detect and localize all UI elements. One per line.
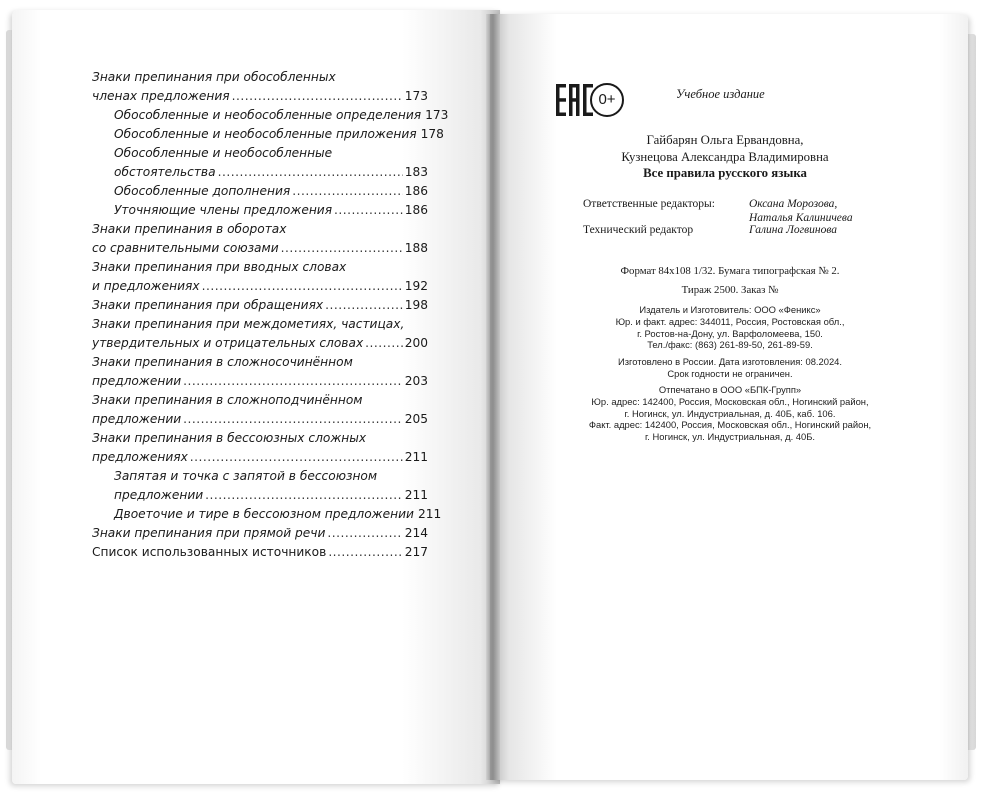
toc-page-number: 186 [404,184,428,198]
book-title: Все правила русского языка [643,166,807,180]
editors-label: Ответственные редакторы: [583,198,715,210]
toc-entry-title: Уточняющие члены предложения [114,203,333,217]
toc-page-number: 211 [417,507,442,521]
toc-entry-title: Знаки препинания в оборотах [92,222,287,236]
toc-entry-title: Знаки препинания при обращениях [92,298,324,312]
publisher-info [560,304,900,351]
toc-entry-title: Знаки препинания при прямой речи [92,526,326,540]
run-line: Тираж 2500. Заказ № [681,284,779,296]
toc-page-number: 173 [425,108,449,122]
toc-page-number: 186 [404,203,428,217]
toc-entry-title: членах предложения [92,89,230,103]
toc-page-number: 178 [420,127,444,141]
toc-entry-title: утвердительных и отрицательных словах [92,336,364,350]
toc-page-number: 192 [404,279,428,293]
toc-page-number: 183 [404,165,428,179]
publisher-line: Тел./факс: (863) 261-89-50, 261-89-59. [647,339,813,351]
tech-editor-label: Технический редактор [583,224,694,236]
toc-page-number: 214 [404,526,428,540]
author-1: Гайбарян Ольга Ервандовна, [646,133,804,147]
author-2: Кузнецова Александра Владимировна [621,150,829,164]
toc-page-number: 211 [404,450,428,464]
printer-line: Факт. адрес: 142400, Россия, Московская обл., Ногинский район, [588,419,872,431]
editor-1: Оксана Морозова, [749,198,838,210]
toc-page-number: 203 [404,374,428,388]
manufacture-info [560,356,900,380]
printer-line: Юр. адрес: 142400, Россия, Московская обл., Ногинский район, [591,395,869,407]
publisher-line: г. Ростов-на-Дону, ул. Варфоломеева, 150. [637,327,823,339]
toc-page-number: 188 [404,241,428,255]
edition-type: Учебное издание [676,87,765,101]
toc-entry-title: предложении [92,412,182,426]
print-specs [560,262,900,300]
toc-page-number: 198 [404,298,428,312]
toc-entry-title: Обособленные дополнения [114,184,291,198]
toc-page-number: 205 [404,412,428,426]
toc-entry-title: Обособленные и необособленные [114,146,333,160]
toc-entry-title: Обособленные и необособленные определения [114,108,422,122]
toc-page-number: 217 [404,545,428,559]
format-line: Формат 84x108 1/32. Бумага типографская № 2. [620,265,840,277]
toc-entry-title: со сравнительными союзами [92,241,279,255]
manufacture-line: Срок годности не ограничен. [667,367,793,379]
toc-page-number: 173 [404,89,428,103]
toc-entry-title: обстоятельства [114,165,216,179]
toc-entry-title: Знаки препинания при обособленных [92,70,336,84]
toc-entry-title: Знаки препинания при междометиях, частицах, [92,317,405,331]
publisher-line: Издатель и Изготовитель: ООО «Феникс» [639,304,821,315]
tech-editor: Галина Логвинова [749,224,837,236]
toc-entry-title: Список использованных источников [92,545,327,559]
manufacture-line: Изготовлено в России. Дата изготовления: 08.2024. [618,356,842,367]
printer-info [560,384,900,443]
toc-entry-title: Знаки препинания в бессоюзных сложных [92,431,367,445]
toc-entry-title: Знаки препинания в сложносочинённом [92,355,353,369]
printer-line: Отпечатано в ООО «БПК-Групп» [658,384,802,395]
toc-entry-title: предложениях [92,450,188,464]
toc-entry-title: Обособленные и необособленные приложения [114,127,417,141]
age-rating-badge: 0+ [590,83,624,117]
toc-entry-title: предложении [114,488,204,502]
toc-entry-title: Двоеточие и тире в бессоюзном предложении [114,507,414,521]
printer-line: г. Ногинск, ул. Индустриальная, д. 40Б, каб. 106. [624,407,836,419]
authors [560,132,890,166]
toc-page-number: 200 [404,336,428,350]
editor-2: Наталья Калиничева [749,212,853,224]
printer-line: г. Ногинск, ул. Индустриальная, д. 40Б. [645,431,815,443]
toc-entry-title: Запятая и точка с запятой в бессоюзном [114,469,378,483]
toc-entry-title: Знаки препинания при вводных словах [92,260,347,274]
toc-entry-title: предложении [92,374,182,388]
toc-entry-title: Знаки препинания в сложноподчинённом [92,393,363,407]
toc-entry-title: и предложениях [92,279,200,293]
toc-page-number: 211 [404,488,428,502]
publisher-line: Юр. и факт. адрес: 344011, Россия, Ростовская обл., [615,315,845,327]
